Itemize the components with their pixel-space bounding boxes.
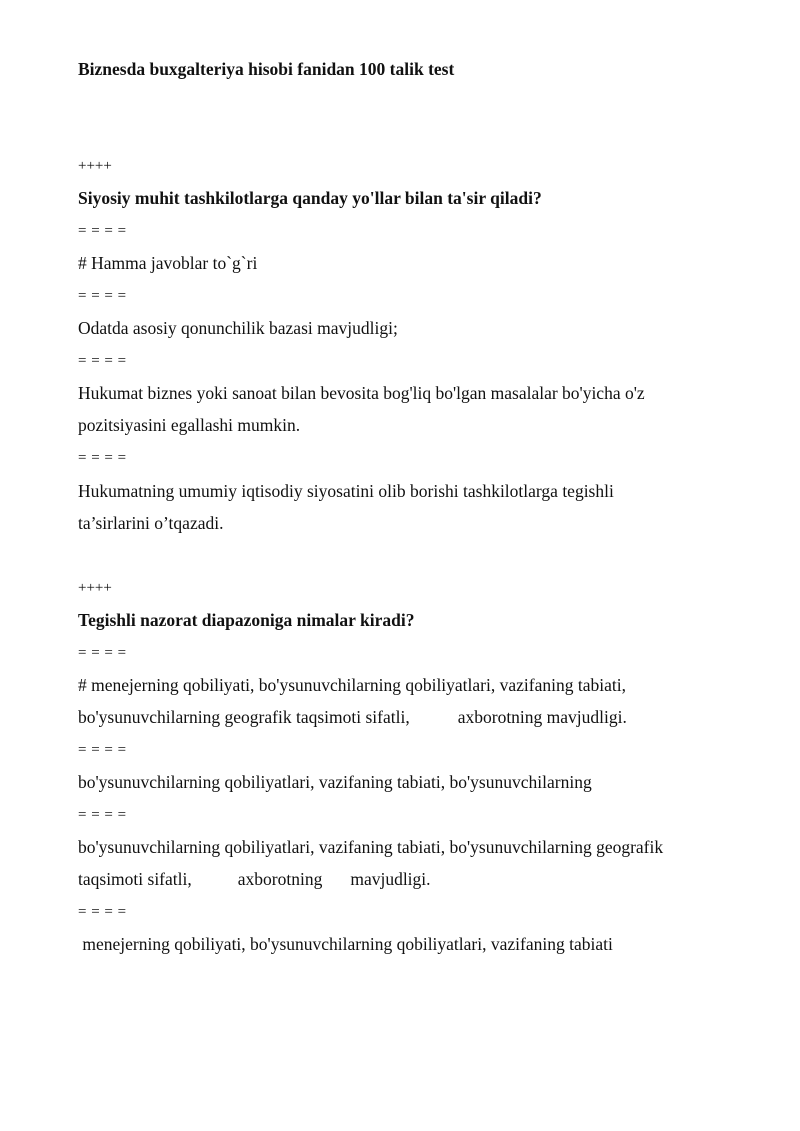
question-text: Siyosiy muhit tashkilotlarga qanday yo'llar bilan ta'sir qiladi? bbox=[78, 188, 542, 208]
answer-fragment: bo'ysunuvchilarning geografik taqsimoti sifatli, bbox=[78, 707, 410, 727]
question-marker: ++++ bbox=[78, 580, 112, 596]
question-text: Tegishli nazorat diapazoniga nimalar kiradi? bbox=[78, 610, 415, 630]
question-marker: ++++ bbox=[78, 158, 112, 174]
answer-line bbox=[78, 868, 431, 890]
answer-fragment: mavjudligi. bbox=[350, 869, 431, 889]
answer-line: # menejerning qobiliyati, bo'ysunuvchilarning qobiliyatlari, vazifaning tabiati, bbox=[78, 675, 626, 695]
answer-line: # Hamma javoblar to`g`ri bbox=[78, 253, 258, 273]
answer-line: Hukumat biznes yoki sanoat bilan bevosita bog'liq bo'lgan masalalar bo'yicha o'z bbox=[78, 383, 645, 403]
answer-separator: = = = = bbox=[78, 450, 127, 466]
answer-line: pozitsiyasini egallashi mumkin. bbox=[78, 415, 301, 435]
answer-line bbox=[78, 706, 627, 728]
answer-line: bo'ysunuvchilarning qobiliyatlari, vazifaning tabiati, bo'ysunuvchilarning geografik bbox=[78, 837, 664, 857]
answer-fragment: axborotning bbox=[237, 869, 323, 889]
answer-line: bo'ysunuvchilarning qobiliyatlari, vazifaning tabiati, bo'ysunuvchilarning bbox=[78, 772, 592, 792]
answer-line: menejerning qobiliyati, bo'ysunuvchilarning qobiliyatlari, vazifaning tabiati bbox=[78, 934, 613, 954]
answer-line: Odatda asosiy qonunchilik bazasi mavjudligi; bbox=[78, 318, 398, 338]
answer-fragment: taqsimoti sifatli, bbox=[78, 869, 192, 889]
answer-separator: = = = = bbox=[78, 645, 127, 661]
answer-line: ta’sirlarini o’tqazadi. bbox=[78, 513, 224, 533]
answer-fragment: axborotning mavjudligi. bbox=[457, 707, 627, 727]
answer-line: Hukumatning umumiy iqtisodiy siyosatini olib borishi tashkilotlarga tegishli bbox=[78, 481, 614, 501]
answer-separator: = = = = bbox=[78, 807, 127, 823]
answer-separator: = = = = bbox=[78, 904, 127, 920]
answer-separator: = = = = bbox=[78, 288, 127, 304]
document-title: Biznesda buxgalteriya hisobi fanidan 100 talik test bbox=[78, 59, 455, 79]
answer-separator: = = = = bbox=[78, 353, 127, 369]
answer-separator: = = = = bbox=[78, 223, 127, 239]
answer-separator: = = = = bbox=[78, 742, 127, 758]
